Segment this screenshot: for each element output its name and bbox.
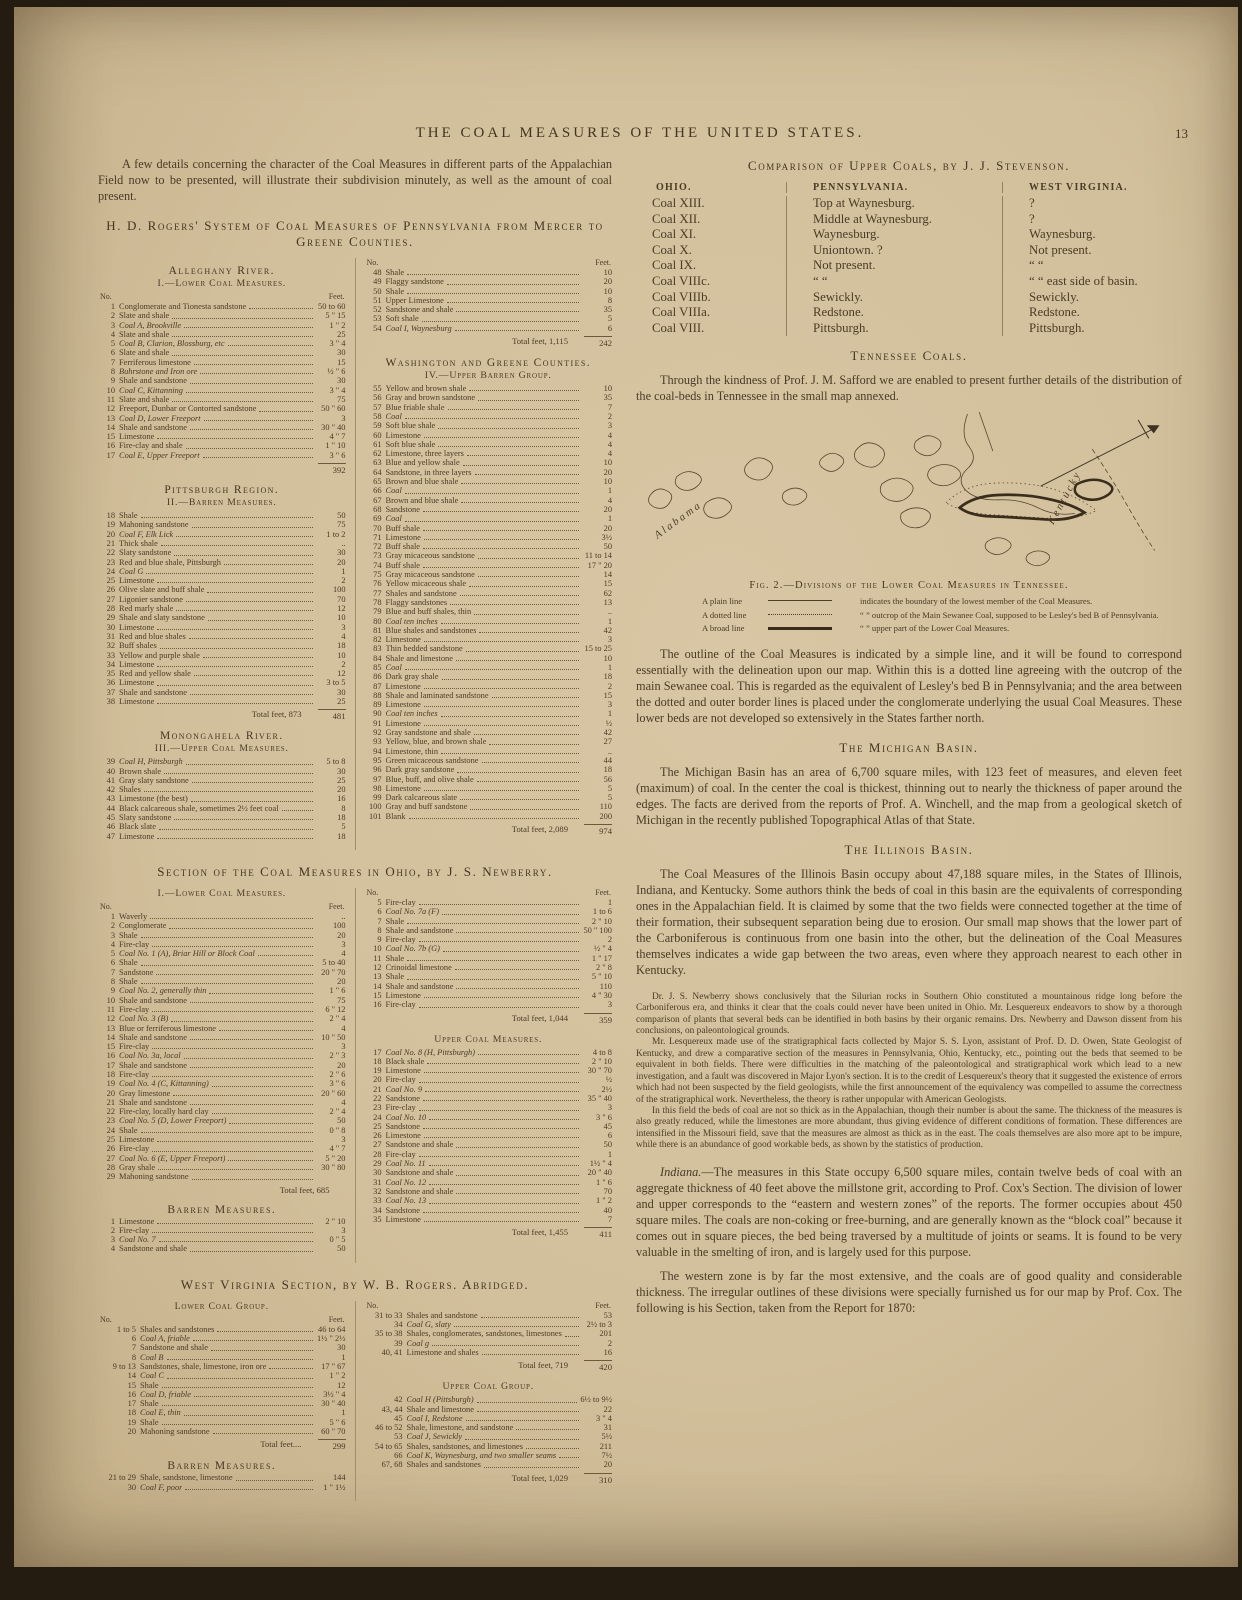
table-row: 16 Coal D, friable 3½ " 4 bbox=[127, 1389, 346, 1399]
table-row: 14 Shale and sandstone 30 " 40 bbox=[106, 422, 346, 432]
table-row: 77 Shales and sandstone 62 bbox=[373, 588, 612, 598]
legend-row: A plain line indicates the boundary of the lowest member of the Coal Measures. bbox=[702, 596, 1093, 607]
table-row: 25 Limestone 2 bbox=[106, 576, 346, 586]
table-row: 46 Black slate 5 bbox=[106, 822, 346, 832]
table-row: 23 Red and blue shale, Pittsburgh 20 bbox=[106, 557, 346, 567]
table-row: 5 Coal B, Clarion, Blossburg, etc 3 " 4 bbox=[110, 339, 346, 349]
illinois-paragraph: The Coal Measures of the Illinois Basin occupy about 47,188 square miles, in the States of Illinois, Indiana, and Kentucky. Some authors think the beds of coal in this basin are the equivalents of corresponding ones in the Appalachian field. It is claimed by some that the two fields were connected together at the time of their formation, their subsequent separation being due to erosion. Our small map shows that the lower part of the Carboniferous is continuous from one basin into the other, but the delineation of the Coal Measures themselves indicates a wide gap between the two areas, even where they approach nearest to each other in Kentucky. bbox=[636, 866, 1182, 977]
table-row: 4 Sandstone and shale 50 bbox=[110, 1244, 346, 1254]
table-total: Total feet, 2,089 974 bbox=[511, 824, 612, 837]
map-label-kentucky: Kentucky bbox=[1045, 468, 1084, 527]
table-row: 5 Fire-clay 1 bbox=[377, 897, 612, 907]
table-row: 31 to 33 Shales and sandstone 53 bbox=[375, 1310, 612, 1320]
figure-legend bbox=[702, 596, 1172, 634]
footnote-paragraph: Dr. J. S. Newberry shows conclusively that the Silurian rocks in Southern Ohio constituted a mountainous ridge long before the Carboniferous era, and thinks it clear that the coals could never have been united in Ohio. Mr. Lesquereux endeavors to show by a thorough comparison of plants that several beds can be identified in both basins by their organic remains. Drs. Newberry and Dawson dissent from his conclusions, on paleontological grounds. bbox=[636, 991, 1182, 1037]
table-monongahela-river bbox=[98, 730, 346, 841]
dotted-line-sample bbox=[768, 610, 860, 621]
table-row: 31 Coal No. 12 1 " 6 bbox=[373, 1177, 612, 1187]
legend-row: A dotted line “ ” outcrop of the Main Sewanee Coal, supposed to be Lesley's bed B of Pennsylvania. bbox=[702, 609, 1159, 620]
table-row: 19 Coal No. 4 (C, Kittanning) 3 " 6 bbox=[106, 1079, 346, 1089]
table-row: 7 Sandstone and shale 30 bbox=[131, 1343, 346, 1353]
table-row: 2 Conglomerate 100 bbox=[110, 921, 346, 931]
table-wv-lower bbox=[98, 1301, 346, 1452]
table-alleghany-river bbox=[98, 265, 346, 475]
table-row: 76 Yellow micaceous shale 15 bbox=[373, 579, 612, 589]
table-row: 6 Slate and shale 30 bbox=[110, 348, 346, 358]
table-row: 22 Slaty sandstone 30 bbox=[106, 548, 346, 558]
table-row: 82 Limestone 3 bbox=[373, 635, 612, 645]
table-row: 70 Buff shale 20 bbox=[373, 523, 612, 533]
table-row: 35 Limestone 7 bbox=[373, 1214, 612, 1224]
table-row: 15 Shale 12 bbox=[127, 1380, 346, 1390]
table-row: 98 Limestone 5 bbox=[373, 783, 612, 793]
table-row: 101 Blank 200 bbox=[368, 811, 612, 821]
table-title: Washington and Greene Counties. bbox=[385, 357, 592, 370]
table-row: 93 Yellow, blue, and brown shale 27 bbox=[373, 737, 612, 747]
table-row: 51 Upper Limestone 8 bbox=[373, 295, 612, 305]
table-row: 28 Gray shale 30 " 80 bbox=[106, 1162, 346, 1172]
table-row: 8 Shale 20 bbox=[110, 977, 346, 987]
table-row: 11 Shale 1 " 17 bbox=[373, 953, 612, 963]
table-row: 65 Brown and blue shale 10 bbox=[373, 477, 612, 487]
table-row: 20 Mahoning sandstone 60 " 70 bbox=[127, 1427, 346, 1437]
table-ohio-upper bbox=[365, 1034, 613, 1240]
table-subtitle: IV.—Upper Barren Group. bbox=[424, 370, 552, 382]
ohio-tables bbox=[98, 888, 612, 1263]
table-row: 78 Flaggy sandstones 13 bbox=[373, 597, 612, 607]
table-row: 59 Soft blue shale 3 bbox=[373, 421, 612, 431]
table-row: 6 Shale 5 to 40 bbox=[110, 958, 346, 968]
table-row: 81 Blue shales and sandstones 42 bbox=[373, 625, 612, 635]
table-ohio-barren-continuation bbox=[365, 888, 613, 1025]
table-row: 11 Fire-clay 6 " 12 bbox=[106, 1004, 346, 1014]
table-row: 33 Yellow and purple shale 10 bbox=[106, 650, 346, 660]
table-row: 45 Slaty sandstone 18 bbox=[106, 813, 346, 823]
left-column bbox=[98, 156, 612, 1501]
comparison-row: Coal VIIIb. Sewickly. Sewickly. bbox=[636, 290, 1182, 306]
table-row: 5 Coal No. 1 (A), Briar Hill or Block Coal 4 bbox=[110, 949, 346, 959]
table-row: 67, 68 Shales and sandstones 20 bbox=[381, 1460, 612, 1470]
table-row: 42 Shales 20 bbox=[106, 785, 346, 795]
table-row: 41 Gray slaty sandstone 25 bbox=[106, 775, 346, 785]
table-row: 39 Coal g 2 bbox=[394, 1338, 612, 1348]
table-row: 71 Limestone 3½ bbox=[373, 532, 612, 542]
table-row: 14 Coal C 1 " 2 bbox=[127, 1371, 346, 1381]
table-row: 1 Limestone 2 " 10 bbox=[110, 1216, 346, 1226]
comparison-row: Coal VIIIc. “ “ “ “ east side of basin. bbox=[636, 274, 1182, 290]
illinois-heading: The Illinois Basin. bbox=[844, 841, 974, 857]
table-row: 22 Sandstone 35 " 40 bbox=[373, 1094, 612, 1103]
table-row: 52 Sandstone and shale 35 bbox=[373, 305, 612, 315]
table-row: 50 Shale 10 bbox=[373, 286, 612, 296]
indiana-text: —The measures in this State occupy 6,500 square miles, contain twelve beds of coal with an aggregate thickness of 40 feet above the millstone grit, according to Prof. Cox's Section. The division of lower and upper corresponds to the “eastern and western zones” of the reports. The former occupies about 450 square miles. The coals are non-coking or free-burning, and are generally known as the “block coal” because it comes out in square pieces, the bed being traversed by a multitude of joints or seams. It is found to be very valuable in the smelting of iron, and is largely used for this purpose. bbox=[636, 1164, 1182, 1259]
table-row: 20 Coal F, Elk Lick 1 to 2 bbox=[106, 529, 346, 539]
column-headers: No. Feet. bbox=[100, 901, 345, 911]
ohio-section-heading: Section of the Coal Measures in Ohio, by J. S. Newberry. bbox=[157, 863, 553, 879]
table-total: Total feet, 1,455 411 bbox=[511, 1227, 612, 1240]
comparison-row: Coal VIIIa. Redstone. Redstone. bbox=[636, 305, 1182, 321]
table-row: 13 Coal D, Lower Freeport 3 bbox=[106, 413, 346, 423]
table-row: 26 Limestone 6 bbox=[373, 1131, 612, 1141]
table-row: 30 Coal F, poor 1 " 1½ bbox=[127, 1482, 346, 1492]
table-row: 15 Limestone 4 " 7 bbox=[106, 432, 346, 442]
legend-row: A broad line “ ” upper part of the Lower Coal Measures. bbox=[702, 623, 1010, 634]
table-row: 87 Limestone 2 bbox=[373, 681, 612, 691]
table-row: 9 Shale and sandstone 30 bbox=[110, 376, 346, 386]
table-row: 9 Fire-clay 2 bbox=[377, 935, 612, 945]
table-row: 14 Shale and sandstone 10 " 50 bbox=[106, 1032, 346, 1042]
michigan-heading: The Michigan Basin. bbox=[839, 739, 979, 755]
table-row: 2 Slate and shale 5 " 15 bbox=[110, 311, 346, 321]
table-row: 7 Sandstone 20 " 70 bbox=[110, 967, 346, 977]
page-number: 13 bbox=[1175, 126, 1188, 141]
pa-tables bbox=[98, 258, 612, 850]
table-total: 392 bbox=[98, 463, 346, 475]
comparison-row: Coal IX. Not present. “ “ bbox=[636, 258, 1182, 274]
table-row: 11 Slate and shale 75 bbox=[106, 394, 346, 404]
table-row: 19 Shale 5 " 6 bbox=[127, 1417, 346, 1427]
table-row: 30 Limestone 3 bbox=[106, 622, 346, 632]
table-row: 19 Limestone 30 " 70 bbox=[373, 1066, 612, 1076]
table-row: 6 Coal A, friable 1½ " 2½ bbox=[131, 1334, 346, 1344]
comparison-header-row: OHIO. PENNSYLVANIA. WEST VIRGINIA. bbox=[636, 182, 1182, 196]
table-subtitle: I.—Lower Coal Measures. bbox=[157, 887, 287, 899]
column-headers: No. Feet. bbox=[100, 292, 345, 301]
footnote-paragraph: Mr. Lesquereux made use of the stratigraphical facts collected by Major S. S. Lyon, assistant of Prof. D. D. Owen, State Geologist of Kentucky, and drew a comparative section of the measures in Pennsylvania, Ohio, Kentucky, etc., pointing out the beds that seemed to be equivalent in both fields. There were difficulties in the matching of the paleontological and stratigraphical work which lead to a new investigation, and a fault was discovered in Major Lyon's section. It is to the credit of Lesquereux's theory that it suggested the existence of errors which had not been suspected by the field geologists, while the first announcement of the equivalency was compelled to assume the correctness of the stratigraphical work. Nevertheless, the theory is rather unpopular with American Geologists. bbox=[636, 1037, 1182, 1105]
table-row: 32 Sandstone and shale 70 bbox=[373, 1186, 612, 1196]
table-row: 40 Brown shale 30 bbox=[106, 766, 346, 776]
table-washington-greene bbox=[365, 357, 613, 836]
table-title: Alleghany River. bbox=[168, 265, 275, 277]
table-row: 22 Fire-clay, locally hard clay 2 " 4 bbox=[106, 1107, 346, 1117]
table-row: 24 Shale 0 " 8 bbox=[106, 1125, 346, 1135]
table-row: 39 Coal H, Pittsburgh 5 to 8 bbox=[106, 757, 346, 767]
table-row: 25 Limestone 3 bbox=[106, 1135, 346, 1145]
table-row: 53 Soft shale 5 bbox=[373, 314, 612, 324]
column-headers: No. Feet. bbox=[366, 258, 611, 267]
table-row: 30 Sandstone and shale 20 " 40 bbox=[373, 1168, 612, 1178]
page-title: THE COAL MEASURES OF THE UNITED STATES. bbox=[415, 125, 865, 141]
table-total: Total feet, 685 bbox=[279, 1184, 330, 1195]
column-headers: No. Feet. bbox=[100, 1314, 345, 1324]
table-row: 10 Shale and sandstone 75 bbox=[106, 995, 346, 1005]
table-row: 91 Limestone ½ bbox=[373, 718, 612, 728]
table-row: 73 Gray micaceous sandstone 11 to 14 bbox=[373, 551, 612, 561]
table-subtitle: III.—Upper Coal Measures. bbox=[154, 743, 289, 755]
tennessee-heading: Tennessee Coals. bbox=[850, 348, 968, 364]
wv-tables bbox=[98, 1301, 612, 1501]
table-total: Total feet, 719 420 bbox=[518, 1360, 612, 1373]
table-row: 49 Flaggy sandstone 20 bbox=[373, 277, 612, 287]
table-title: Barren Measures. bbox=[167, 1203, 277, 1216]
table-row: 35 to 38 Shales, conglomerates, sandstones, limestones 201 bbox=[375, 1329, 612, 1339]
figure-caption: Fig. 2.—Divisions of the Lower Coal Measures in Tennessee. bbox=[749, 580, 1069, 592]
wv-section-heading: West Virginia Section, by W. B. Rogers. Abridged. bbox=[180, 1276, 530, 1292]
table-row: 24 Coal G 1 bbox=[106, 566, 346, 576]
table-row: 13 Blue or ferriferous limestone 4 bbox=[106, 1023, 346, 1033]
table-row: 43, 44 Shale and limestone 22 bbox=[381, 1404, 612, 1414]
table-row: 34 Sandstone 40 bbox=[373, 1205, 612, 1215]
table-row: 26 Fire-clay 4 " 7 bbox=[106, 1144, 346, 1154]
table-row: 20 Fire-clay ½ bbox=[373, 1075, 612, 1085]
table-row: 80 Coal ten inches 1 bbox=[373, 616, 612, 626]
western-zone-paragraph: The western zone is by far the most extensive, and the coals are of good quality and considerable thickness. The irregular outlines of these divisions were specially furnished us for our map by Prof. Cox. The following is his Section, taken from the Report for 1870: bbox=[636, 1268, 1182, 1315]
table-row: 54 Coal I, Waynesburg 6 bbox=[373, 323, 612, 333]
table-row: 57 Blue friable shale 7 bbox=[373, 402, 612, 412]
table-row: 18 Shale 50 bbox=[106, 511, 346, 521]
table-row: 24 Coal No. 10 3 " 6 bbox=[373, 1112, 612, 1122]
table-row: 20 Gray limestone 20 " 60 bbox=[106, 1088, 346, 1098]
table-wv-continuation bbox=[365, 1301, 613, 1372]
table-row: 7 Ferriferous limestone 15 bbox=[110, 357, 346, 367]
comparison-row: Coal VIII. Pittsburgh. Pittsburgh. bbox=[636, 321, 1182, 337]
table-row: 61 Soft blue shale 4 bbox=[373, 439, 612, 449]
table-row: 33 Coal No. 13 1 " 2 bbox=[373, 1196, 612, 1206]
table-row: 15 Limestone 4 " 30 bbox=[373, 990, 612, 1000]
table-row: 8 Buhrstone and Iron ore ½ " 6 bbox=[110, 367, 346, 377]
plain-line-sample bbox=[768, 596, 860, 607]
table-row: 12 Coal No. 3 (B) 2 " 4 bbox=[106, 1014, 346, 1024]
table-row: 8 Shale and sandstone 50 " 100 bbox=[377, 925, 612, 935]
table-row: 46 to 52 Shale, limestone, and sandstone 31 bbox=[375, 1423, 612, 1433]
table-row: 79 Blue and buff shales, thin .. bbox=[373, 607, 612, 617]
table-row: 96 Dark gray sandstone 18 bbox=[373, 765, 612, 775]
table-row: 38 Limestone 25 bbox=[106, 696, 346, 706]
column-headers: No. Feet. bbox=[366, 887, 611, 897]
table-row: 25 Sandstone 45 bbox=[373, 1121, 612, 1131]
table-total: Total feet.... 299 bbox=[260, 1439, 346, 1452]
table-row: 68 Sandstone 20 bbox=[373, 504, 612, 514]
table-row: 18 Fire-clay 2 " 6 bbox=[106, 1070, 346, 1079]
table-row: 86 Dark gray shale 18 bbox=[373, 672, 612, 682]
table-row: 28 Fire-clay 1 bbox=[373, 1149, 612, 1159]
table-row: 72 Buff shale 50 bbox=[373, 542, 612, 552]
table-row: 90 Coal ten inches 1 bbox=[373, 709, 612, 719]
table-wv-upper bbox=[365, 1381, 613, 1484]
comparison-row: Coal XII. Middle at Waynesburg. ? bbox=[636, 212, 1182, 228]
comparison-heading: Comparison of Upper Coals, by J. J. Stevenson. bbox=[747, 158, 1071, 173]
table-row: 21 Thick shale .. bbox=[106, 538, 346, 548]
table-row: 89 Limestone 3 bbox=[373, 700, 612, 710]
table-row: 21 Coal No. 9 2½ bbox=[373, 1084, 612, 1094]
table-subtitle: Lower Coal Group. bbox=[174, 1300, 269, 1312]
table-row: 31 Red and blue shales 4 bbox=[106, 631, 346, 641]
table-title: Barren Measures. bbox=[167, 1460, 277, 1473]
table-row: 1 Waverly .. bbox=[110, 911, 346, 921]
table-row: 67 Brown and blue shale 4 bbox=[373, 495, 612, 505]
table-row: 48 Shale 10 bbox=[373, 268, 612, 277]
table-row: 12 Crinoidal limestone 2 " 8 bbox=[373, 963, 612, 973]
table-row: 4 Fire-clay 3 bbox=[110, 939, 346, 949]
comparison-row: Coal XIII. Top at Waynesburg. ? bbox=[636, 196, 1182, 212]
table-row: 28 Red marly shale 12 bbox=[106, 604, 346, 614]
outline-paragraph: The outline of the Coal Measures is indicated by a simple line, and it will be found to correspond essentially with the delineation upon our map. Within this is a dotted line agreeing with the outcrop of the main Sewanee coal. This is regarded as the equivalent of Lesley's bed B in Pennsylvania; and the area between the dotted and outer border lines is placed under the conglomerate underlying the usual Coal Measures. These lower beds are not developed so extensively in the States farther north. bbox=[636, 646, 1182, 725]
table-row: 92 Gray sandstone and shale 42 bbox=[373, 728, 612, 738]
table-row: 23 Coal No. 5 (D, Lower Freeport) 50 bbox=[106, 1116, 346, 1126]
intro-paragraph: A few details concerning the character of the Coal Measures in different parts of the Appalachian Field now to be presented, will illustrate their subdivision minutely, as well as the amount of coal present. bbox=[98, 157, 612, 203]
page-header bbox=[98, 125, 1188, 142]
pa-section-heading: H. D. Rogers' System of Coal Measures of Pennsylvania from Mercer to Greene Counties. bbox=[106, 218, 604, 249]
table-row: 62 Limestone, three layers 4 bbox=[373, 449, 612, 459]
table-row: 34 Limestone 2 bbox=[106, 659, 346, 669]
table-row: 7 Shale 2 " 10 bbox=[377, 916, 612, 926]
table-row: 14 Shale and sandstone 110 bbox=[373, 981, 612, 991]
table-row: 63 Blue and yellow shale 10 bbox=[373, 458, 612, 468]
table-row: 100 Gray and buff sandstone 110 bbox=[368, 802, 612, 812]
table-row: 43 Limestone (the best) 16 bbox=[106, 794, 346, 804]
table-row: 18 Coal E, thin 1 bbox=[127, 1408, 346, 1418]
table-row: 29 Coal No. 11 1½ " 4 bbox=[373, 1159, 612, 1169]
table-row: 47 Limestone 18 bbox=[106, 831, 346, 841]
table-row: 4 Slate and shale 25 bbox=[110, 329, 346, 339]
table-ohio-lower bbox=[98, 888, 346, 1195]
table-row: 1 to 5 Shales and sandstones 46 to 64 bbox=[116, 1324, 346, 1334]
table-row: 45 Coal I, Redstone 3 " 4 bbox=[394, 1413, 612, 1423]
table-row: 99 Dark calcareous slate 5 bbox=[373, 793, 612, 803]
table-row: 54 to 65 Shales, sandstones, and limestones 211 bbox=[375, 1441, 612, 1451]
table-row: 36 Limestone 3 to 5 bbox=[106, 678, 346, 688]
table-row: 32 Buff shales 18 bbox=[106, 641, 346, 651]
table-row: 42 Coal H (Pittsburgh) 6½ to 9½ bbox=[394, 1395, 612, 1405]
table-row: 83 Thin bedded sandstone 15 to 25 bbox=[373, 644, 612, 654]
indiana-paragraph bbox=[636, 1164, 1182, 1260]
table-row: 13 Shale 5 " 10 bbox=[373, 972, 612, 982]
table-row: 17 Shale 30 " 40 bbox=[127, 1399, 346, 1409]
table-row: 16 Fire-clay and shale 1 " 10 bbox=[106, 441, 346, 451]
table-row: 29 Shale and slaty sandstone 10 bbox=[106, 613, 346, 623]
tennessee-map-figure bbox=[636, 410, 1182, 576]
table-row: 66 Coal 1 bbox=[373, 486, 612, 496]
right-column bbox=[636, 156, 1182, 1501]
table-row: 17 Coal No. 8 (H, Pittsburgh) 4 to 8 bbox=[373, 1047, 612, 1057]
table-row: 19 Mahoning sandstone 75 bbox=[106, 520, 346, 530]
table-row: 8 Coal B 1 bbox=[131, 1352, 346, 1362]
table-title: Pittsburgh Region. bbox=[164, 484, 280, 497]
table-row: 6 Coal No. 7a (F) 1 to 6 bbox=[377, 907, 612, 917]
table-row: 56 Gray and brown sandstone 35 bbox=[373, 393, 612, 403]
map-label-alabama: Alabama bbox=[652, 499, 705, 542]
table-row: 23 Fire-clay 3 bbox=[373, 1103, 612, 1113]
table-row: 3 Shale 20 bbox=[110, 930, 346, 940]
michigan-paragraph: The Michigan Basin has an area of 6,700 square miles, with 123 feet of measures, and eleven feet (maximum) of coal. In the center the coal is thickest, thinning out to nearly the thickness of paper around the edges. The facts are derived from the reports of Prof. A. Winchell, and the map from a geological sketch of Michigan in the recently published Topographical Atlas of that State. bbox=[636, 764, 1182, 827]
table-row: 10 Coal No. 7b (G) ½ " 4 bbox=[373, 944, 612, 954]
footnote-paragraph: In this field the beds of coal are not so thick as in the Appalachian, though their number is about the same. The thickness of the measures is also greatly reduced, while the limestones are more abundant, thus giving evidence of different conditions of formation. These differences are intensified in the Missouri field, save that the measures are almost as thick as in the east. The coals themselves are also more apt to be impure, while there is an abundance of good workable beds, as shown by the statistics of production. bbox=[636, 1105, 1182, 1151]
table-total: Total feet, 1,115 242 bbox=[512, 336, 612, 349]
comparison-row: Coal X. Uniontown. ? Not present. bbox=[636, 243, 1182, 259]
table-row: 16 Fire-clay 3 bbox=[373, 1000, 612, 1010]
table-row: 17 Shale and sandstone 20 bbox=[106, 1060, 346, 1070]
table-subtitle: I.—Lower Coal Measures. bbox=[157, 278, 287, 289]
table-total: Total feet, 1,029 310 bbox=[511, 1472, 612, 1485]
table-row: 85 Coal 1 bbox=[373, 662, 612, 672]
table-pittsburgh-region bbox=[98, 484, 346, 721]
table-row: 9 Coal No. 2, generally thin 1 " 6 bbox=[110, 986, 346, 996]
table-row: 26 Olive slate and buff shale 100 bbox=[106, 585, 346, 595]
table-row: 60 Limestone 4 bbox=[373, 430, 612, 440]
table-subtitle: Upper Coal Group. bbox=[442, 1381, 534, 1393]
table-row: 55 Yellow and brown shale 10 bbox=[373, 384, 612, 394]
table-row: 27 Ligonier sandstone 70 bbox=[106, 594, 346, 604]
table-row: 3 Coal A, Brookville 1 " 2 bbox=[110, 320, 346, 330]
table-row: 9 to 13 Sandstones, shale, limestone, iron ore 17 " 67 bbox=[112, 1361, 346, 1371]
table-row: 66 Coal K, Waynesburg, and two smaller seams 7½ bbox=[394, 1451, 612, 1461]
table-row: 94 Limestone, thin .. bbox=[373, 746, 612, 756]
comparison-row: Coal XI. Waynesburg. Waynesburg. bbox=[636, 227, 1182, 243]
table-row: 21 Shale and sandstone 4 bbox=[106, 1097, 346, 1107]
table-row: 95 Green micaceous sandstone 44 bbox=[373, 755, 612, 765]
table-row: 75 Gray micaceous sandstone 14 bbox=[373, 570, 612, 580]
table-row: 2 Fire-clay 3 bbox=[110, 1225, 346, 1235]
page bbox=[14, 7, 1238, 1567]
table-row: 40, 41 Limestone and shales 16 bbox=[381, 1347, 612, 1357]
tennessee-map bbox=[636, 410, 1182, 576]
table-row: 3 Coal No. 7 0 " 5 bbox=[110, 1235, 346, 1245]
table-row: 29 Mahoning sandstone bbox=[98, 1172, 346, 1181]
table-greene-continuation bbox=[365, 258, 613, 348]
table-row: 18 Black shale 2 " 10 bbox=[373, 1056, 612, 1066]
table-row: 21 to 29 Shale, sandstone, limestone 144 bbox=[108, 1473, 346, 1483]
table-row: 37 Shale and sandstone 30 bbox=[106, 687, 346, 697]
table-row: 64 Sandstone, in three layers 20 bbox=[373, 467, 612, 477]
compass-arrow-icon bbox=[1041, 420, 1159, 486]
table-row: 10 Coal C, Kittanning 3 " 4 bbox=[106, 385, 346, 395]
table-total: Total feet, 1,044 359 bbox=[511, 1012, 612, 1025]
table-total: Total feet, 873 481 bbox=[251, 709, 346, 722]
table-row: 88 Shale and laminated sandstone 15 bbox=[373, 690, 612, 700]
table-ohio-barren bbox=[98, 1204, 346, 1254]
table-row: 15 Fire-clay 3 bbox=[106, 1042, 346, 1052]
table-row: 69 Coal 1 bbox=[373, 514, 612, 524]
table-row: 74 Buff shale 17 " 20 bbox=[373, 560, 612, 570]
table-row: 34 Coal G, slaty 2½ to 3 bbox=[394, 1320, 612, 1330]
table-subtitle: Upper Coal Measures. bbox=[434, 1033, 543, 1045]
table-row: 17 Coal E, Upper Freeport 3 " 6 bbox=[106, 450, 346, 460]
table-row: 53 Coal J, Sewickly 5½ bbox=[394, 1432, 612, 1442]
table-wv-barren bbox=[98, 1460, 346, 1492]
table-subtitle: II.—Barren Measures. bbox=[166, 497, 277, 509]
indiana-lead: Indiana. bbox=[660, 1164, 702, 1179]
comparison-table bbox=[636, 182, 1182, 336]
footnotes bbox=[636, 992, 1182, 1152]
table-row: 27 Coal No. 6 (E, Upper Freeport) 5 " 20 bbox=[106, 1153, 346, 1163]
table-row: 84 Shale and limestone 10 bbox=[373, 653, 612, 663]
tennessee-paragraph: Through the kindness of Prof. J. M. Safford we are enabled to present further details of the distribution of the coal-beds in Tennessee in the small map annexed. bbox=[636, 373, 1182, 404]
table-row: 1 Conglomerate and Tionesta sandstone 50 to 60 bbox=[110, 302, 346, 311]
table-row: 97 Blue, buff, and olive shale 56 bbox=[373, 774, 612, 784]
table-row: 16 Coal No. 3a, local 2 " 3 bbox=[106, 1051, 346, 1061]
table-row: 27 Sandstone and shale 50 bbox=[373, 1140, 612, 1150]
table-title: Monongahela River. bbox=[159, 730, 284, 743]
table-row: 12 Freeport, Dunbar or Contorted sandstone 50 " 60 bbox=[106, 404, 346, 414]
table-row: 35 Red and yellow shale 12 bbox=[106, 669, 346, 679]
table-row: 58 Coal 2 bbox=[373, 411, 612, 421]
table-row: 44 Black calcareous shale, sometimes 2½ feet coal 8 bbox=[106, 803, 346, 813]
broad-line-sample bbox=[768, 623, 860, 634]
column-headers: No. Feet. bbox=[366, 1300, 611, 1310]
